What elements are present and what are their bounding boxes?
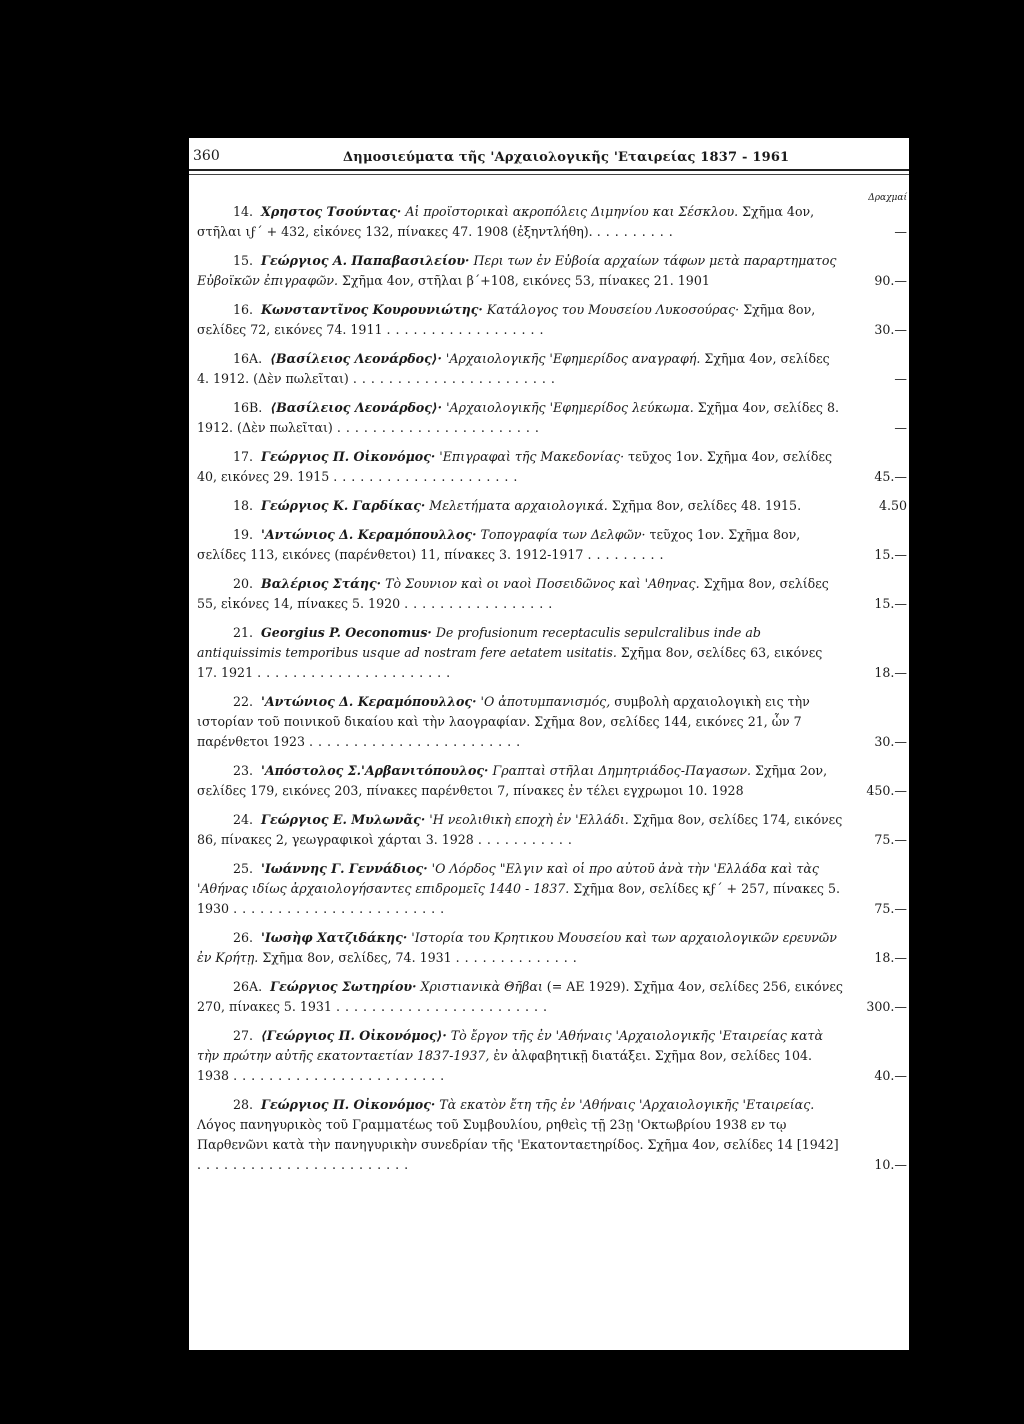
- publication-entry: [197, 496, 907, 516]
- entry-price: 40.—: [874, 1068, 907, 1083]
- publication-entry: [197, 761, 907, 801]
- entry-price: 15.—: [874, 596, 907, 611]
- entry-author: Χρηστος Τσούντας·: [261, 204, 402, 219]
- entry-leader-dots: ..............: [455, 950, 582, 965]
- entry-price: 450.—: [866, 783, 907, 798]
- entry-leader-dots: .........: [587, 547, 669, 562]
- entry-leader-dots: ........................: [233, 1068, 450, 1083]
- entry-title: Γραπταὶ στῆλαι Δημητριάδος-Παγασων.: [492, 763, 752, 778]
- entry-number: 21.: [233, 625, 254, 640]
- entry-leader-dots: .......................: [336, 420, 544, 435]
- entry-price: 30.—: [874, 322, 907, 337]
- publication-entry: [197, 398, 907, 438]
- entry-title: Περι των ἐν Εὐβοία αρχαίων τάφων μετὰ παραρτηματος Εὐβοϊκῶν ἐπιγραφῶν.: [197, 253, 837, 288]
- entry-price: 45.—: [874, 469, 907, 484]
- entry-number: 17.: [233, 449, 254, 464]
- entry-price: 300.—: [866, 999, 907, 1014]
- entry-details: Σχῆμα 4ον, στῆλαι β΄+108, εικόνες 53, πίνακες 21. 1901: [342, 273, 710, 288]
- entry-author: Βαλέριος Στάης·: [261, 576, 382, 591]
- entry-author: Κωνσταντῖνος Κουρουνιώτης·: [261, 302, 483, 317]
- entry-author: 'Αντώνιος Δ. Κεραμόπουλλος·: [261, 694, 477, 709]
- book-page: [189, 138, 909, 1350]
- publication-entry: [197, 574, 907, 614]
- entry-details: τεῦχος 1ον. Σχῆμα 8ον, σελίδες 113, εικόνες (παρένθετοι) 11, πίνακες 3. 1912-1917: [197, 527, 801, 562]
- entry-price: 15.—: [874, 547, 907, 562]
- entry-leader-dots: .................: [404, 596, 558, 611]
- entry-details: Σχῆμα 4ον, στῆλαι ιϝ΄ + 432, εἰκόνες 132, πίνακες 47. 1908 (ἐξηντλήθη).: [197, 204, 815, 239]
- entry-number: 26Α.: [233, 979, 263, 994]
- publication-entry: [197, 447, 907, 487]
- publication-entry: [197, 251, 907, 291]
- header-rule-thin: [189, 174, 909, 175]
- entry-title: Κατάλογος του Μουσείου Λυκοσούρας·: [486, 302, 740, 317]
- entry-number: 19.: [233, 527, 254, 542]
- entry-price: 75.—: [874, 901, 907, 916]
- entry-number: 20.: [233, 576, 254, 591]
- entry-number: 24.: [233, 812, 254, 827]
- entry-price: —: [894, 371, 907, 386]
- entry-author: Γεώργιος Α. Παπαβασιλείου·: [261, 253, 470, 268]
- publication-entry: [197, 692, 907, 752]
- publication-entry: [197, 928, 907, 968]
- entry-details: τεῦχος 1ον. Σχῆμα 4ον, σελίδες 40, εικόνες 29. 1915: [197, 449, 833, 484]
- entry-details: Σχῆμα 4ον, σελίδες 4. 1912. (Δὲν πωλεῖται): [197, 351, 830, 386]
- entry-title: 'Επιγραφαὶ τῆς Μακεδονίας·: [439, 449, 625, 464]
- entry-author: 'Ιωάννης Γ. Γεννάδιος·: [261, 861, 428, 876]
- entry-details: ἐν ἀλφαβητικῇ διατάξει. Σχῆμα 8ον, σελίδες 104. 1938: [197, 1048, 812, 1083]
- entry-details: Σχῆμα 4ον, σελίδες 8. 1912. (Δὲν πωλεῖται): [197, 400, 839, 435]
- entry-title: 'Ο ἀποτυμπανισμός,: [480, 694, 611, 709]
- entry-leader-dots: .........: [596, 224, 678, 239]
- entry-author: Γεώργιος Π. Οἰκονόμος·: [261, 1097, 436, 1112]
- entry-title: Χριστιανικὰ Θῆβαι: [420, 979, 543, 994]
- entry-price: —: [894, 420, 907, 435]
- entry-number: 27.: [233, 1028, 254, 1043]
- entry-leader-dots: ........................: [233, 901, 450, 916]
- price-column-heading: Δραχμαί: [868, 193, 907, 203]
- entry-price: 30.—: [874, 734, 907, 749]
- entry-details: Σχῆμα 8ον, σελίδες 63, εικόνες 17. 1921: [197, 645, 823, 680]
- running-title: Δημοσιεύματα τῆς 'Αρχαιολογικῆς 'Εταιρείας 1837 - 1961: [343, 150, 790, 165]
- entry-leader-dots: ......................: [257, 665, 456, 680]
- entry-author: Γεώργιος Σωτηρίου·: [270, 979, 417, 994]
- publication-entry: [197, 300, 907, 340]
- entry-number: 16Α.: [233, 351, 263, 366]
- entry-details: Σχῆμα 8ον, σελίδες, 74. 1931: [262, 950, 452, 965]
- entry-details: Σχῆμα 2ον, σελίδες 179, εικόνες 203, πίνακες παρένθετοι 7, πίνακες ἐν τέλει εγχρωμοι 10. 1928: [197, 763, 828, 798]
- publication-entry: [197, 859, 907, 919]
- entry-title: 'Η νεολιθικὴ εποχὴ ἐν 'Ελλάδι.: [429, 812, 629, 827]
- entry-title: 'Αρχαιολογικῆς 'Εφημερίδος λεύκωμα.: [446, 400, 694, 415]
- entry-title: Αἱ προϊστορικαὶ ακροπόλεις Διμηνίου και Σέσκλου.: [405, 204, 739, 219]
- entry-author: ⟨Γεώργιος Π. Οἰκονόμος⟩·: [261, 1028, 447, 1043]
- entry-details: Σχῆμα 8ον, σελίδες 72, εικόνες 74. 1911: [197, 302, 816, 337]
- entry-leader-dots: .....................: [333, 469, 523, 484]
- entry-details: Σχῆμα 8ον, σελίδες κϝ΄ + 257, πίνακες 5. 1930: [197, 881, 840, 916]
- entry-details: Σχῆμα 8ον, σελίδες 55, εἰκόνες 14, πίνακες 5. 1920: [197, 576, 829, 611]
- entry-title: Τὸ ἔργον τῆς ἐν 'Αθήναις 'Αρχαιολογικῆς 'Εταιρείας κατὰ τὴν πρώτην αὐτῆς εκατονταετίαν 1837-1937,: [197, 1028, 823, 1063]
- entry-price: 4.50: [878, 498, 907, 513]
- entry-number: 26.: [233, 930, 254, 945]
- entry-title: Τοπογραφία των Δελφῶν·: [480, 527, 646, 542]
- entry-title: 'Ο Λόρδος "Ελγιν καὶ οἱ προ αὐτοῦ ἀνὰ τὴν 'Ελλάδα καὶ τὰς 'Αθήνας ιδίως ἀρχαιολογήσαντες επιδρομεῖς 1440 - 1837.: [197, 861, 819, 896]
- publication-entry: [197, 525, 907, 565]
- publication-entry: [197, 810, 907, 850]
- entry-price: 10.—: [874, 1157, 907, 1172]
- entry-author: Georgius P. Oeconomus·: [261, 625, 432, 640]
- entry-price: 90.—: [874, 273, 907, 288]
- entry-title: Τὰ εκατὸν ἔτη τῆς ἐν 'Αθήναις 'Αρχαιολογικῆς 'Εταιρείας.: [439, 1097, 815, 1112]
- publication-entry: [197, 1095, 907, 1175]
- entry-number: 23.: [233, 763, 254, 778]
- publication-entry: [197, 623, 907, 683]
- entry-number: 18.: [233, 498, 254, 513]
- entry-details: Σχῆμα 8ον, σελίδες 48. 1915.: [611, 498, 802, 513]
- entry-author: 'Απόστολος Σ.'Αρβανιτόπουλος·: [261, 763, 489, 778]
- entry-number: 25.: [233, 861, 254, 876]
- entry-leader-dots: ........................: [335, 999, 553, 1014]
- entry-title: Τὸ Σουνιον καὶ οι ναοὶ Ποσειδῶνος καὶ 'Αθηνας.: [385, 576, 700, 591]
- entry-number: 28.: [233, 1097, 254, 1112]
- publication-entry: [197, 977, 907, 1017]
- header-rule: [189, 169, 909, 171]
- entry-title: Μελετήματα αρχαιολογικά.: [429, 498, 608, 513]
- entry-price: 18.—: [874, 665, 907, 680]
- entry-author: Γεώργιος Π. Οἰκονόμος·: [261, 449, 436, 464]
- entry-number: 15.: [233, 253, 254, 268]
- entry-author: 'Αντώνιος Δ. Κεραμόπουλλος·: [261, 527, 477, 542]
- entry-details: (= ΑΕ 1929). Σχῆμα 4ον, σελίδες 256, εικόνες 270, πίνακες 5. 1931: [197, 979, 843, 1014]
- entry-author: 'Ιωσὴφ Χατζιδάκης·: [261, 930, 408, 945]
- entry-number: 16Β.: [233, 400, 263, 415]
- entry-details: συμβολὴ αρχαιολογικὴ εις τὴν ιστορίαν τοῦ ποινικοῦ δικαίου καὶ τὴν λαογραφίαν. Σχῆμα 8ον, σελίδες 144, εικόνες 21, ὧν 7 παρένθετοι 1923: [197, 694, 810, 749]
- entry-number: 16.: [233, 302, 254, 317]
- publication-entry: [197, 202, 907, 242]
- entry-price: —: [894, 224, 907, 239]
- entry-author: Γεώργιος Ε. Μυλωνᾶς·: [261, 812, 426, 827]
- publication-entry: [197, 349, 907, 389]
- entry-leader-dots: .......................: [352, 371, 560, 386]
- entry-leader-dots: ........................: [309, 734, 526, 749]
- publication-entry: [197, 1026, 907, 1086]
- entry-details: Σχῆμα 8ον, σελίδες 174, εικόνες 86, πίνακες 2, γεωγραφικοὶ χάρται 3. 1928: [197, 812, 843, 847]
- entry-title: De profusionum receptaculis sepulcralibus inde ab antiquissimis temporibus usque ad nostram fere aetatem usitatis.: [197, 625, 761, 660]
- entry-leader-dots: ...........: [477, 832, 577, 847]
- entry-author: Γεώργιος Κ. Γαρδίκας·: [261, 498, 426, 513]
- entry-number: 14.: [233, 204, 254, 219]
- entry-title: 'Αρχαιολογικῆς 'Εφημερίδος αναγραφή.: [445, 351, 701, 366]
- entry-number: 22.: [233, 694, 254, 709]
- page-number: 360: [193, 148, 220, 164]
- entry-price: 75.—: [874, 832, 907, 847]
- entry-details: Λόγος πανηγυρικὸς τοῦ Γραμματέως τοῦ Συμβουλίου, ρηθεὶς τῇ 23ῃ 'Οκτωβρίου 1938 εν τῳ Παρθενῶνι κατὰ τὴν πανηγυρικὴν συνεδρίαν τῆς 'Εκατονταετηρίδος. Σχῆμα 4ον, σελίδες 14 [1942]: [197, 1117, 839, 1152]
- entry-author: ⟨Βασίλειος Λεονάρδος⟩·: [270, 351, 442, 366]
- entry-leader-dots: ..................: [386, 322, 549, 337]
- publication-list: [197, 202, 907, 1184]
- entry-leader-dots: ........................: [197, 1157, 414, 1172]
- entry-title: 'Ιστορία του Κρητικου Μουσείου καὶ των αρχαιολογικῶν ερευνῶν ἐν Κρήτῃ.: [197, 930, 837, 965]
- entry-price: 18.—: [874, 950, 907, 965]
- entry-author: ⟨Βασίλειος Λεονάρδος⟩·: [270, 400, 443, 415]
